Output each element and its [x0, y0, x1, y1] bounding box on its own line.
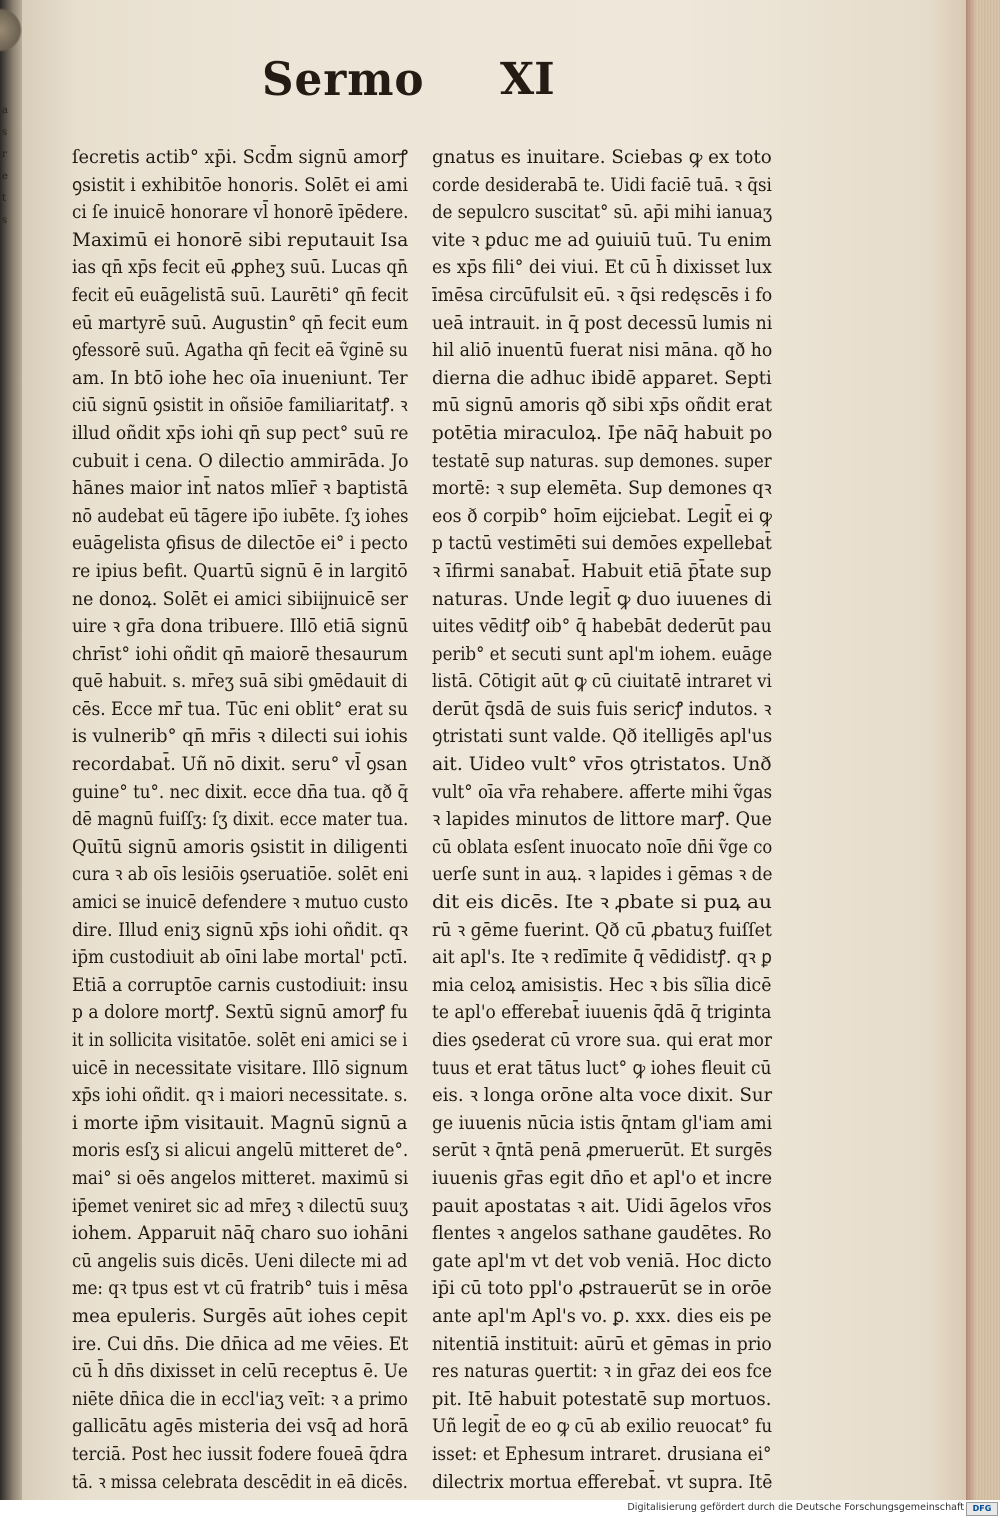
text-line: dierna die adhuc ibidē apparet. Septi	[432, 367, 772, 389]
edge-fragment: a	[2, 105, 8, 116]
text-line: pit. Itē habuit potestatē sup mortuos.	[432, 1388, 772, 1410]
text-line: vult° oīa vr̄a rehabere. afferte mihi ṽgas	[432, 781, 772, 803]
text-line: euāgelista ꝯfisus de dilectōe ei° i pecto	[72, 533, 408, 555]
text-line: ꝛ īfirmi sanabat̄. Habuit etiā p̄t̄ate sup	[432, 560, 772, 582]
text-line: i morte ip̄m visitauit. Magnū signū a	[72, 1112, 408, 1134]
text-line: ne donoꝝ. Solēt ei amici sibiĳnuicē ser	[72, 588, 408, 610]
text-line: isset: et Ephesum intraret. drusiana ei°	[432, 1443, 772, 1465]
text-line: eos ð corpib° hoīm eĳciebat. Legit̄ ei ꝙ	[432, 505, 772, 527]
text-line: p a dolore mortꝭ. Sextū signū amorꝭ fu	[72, 1002, 408, 1024]
text-line: uire ꝛ gr̄a dona tribuere. Illō etiā signū	[72, 616, 408, 638]
text-line: nō audebat eū tāgere ip̄o iubēte. ſʒ iohes	[72, 505, 409, 527]
text-line: ait. Uideo vult° vr̄os ꝯtristatos. Unð	[432, 754, 772, 776]
text-line: hānes maior int̄ natos mlīer̄ ꝛ baptistā	[72, 478, 409, 500]
text-line: niēte dn̄ica die in eccl'iaʒ veīt: ꝛ a primo	[72, 1388, 408, 1410]
text-column-left	[72, 144, 408, 1500]
text-line: ip̄i cū toto ppl'o ꝓstrauerūt se in orōe	[432, 1278, 772, 1300]
text-line: gallicātu agēs misteria dei vsq̄ ad horā	[72, 1416, 409, 1438]
text-line: es xp̄s fili° dei viui. Et cū h̄ dixisset lux	[432, 257, 772, 279]
text-line: Etiā a corruptōe carnis custodiuit: insu	[72, 974, 409, 996]
text-line: cēs. Ecce mr̄ tua. Tūc eni oblit° erat su	[72, 698, 408, 720]
edge-fragment: t	[2, 193, 7, 204]
text-line: uerſe sunt in auꝝ. ꝛ lapides i gēmas ꝛ de	[432, 864, 773, 886]
text-line: Quītū signū amoris ꝯsistit in diligenti	[72, 836, 408, 858]
text-line: perib° et secuti sunt apl'm iohem. euāge	[432, 643, 772, 665]
text-line: chrīst° iohi oñdit qn̄ maiorē thesaurum	[72, 643, 408, 665]
text-line: ueā intrauit. in q̄ post decessū lumis ni	[432, 312, 772, 334]
text-line: ꝯsistit i exhibitōe honoris. Solēt ei ami	[72, 174, 409, 196]
text-line: ciū signū ꝯsistit in oñsiōe familiaritatꝭ. ꝛ	[72, 395, 408, 417]
text-column-right	[432, 144, 772, 1500]
text-line: corde desiderabā te. Uidi faciē tuā. ꝛ q̄si	[432, 174, 772, 196]
text-line: gnatus es inuitare. Sciebas ꝙ ex toto	[432, 147, 772, 168]
running-head-title: Sermo	[262, 52, 425, 106]
text-line: ip̄m custodiuit ab oīni labe mortal' pctī.	[72, 947, 408, 969]
text-line: ſecretis actib° xp̄i. Scd̄m signū amorꝭ	[72, 147, 408, 168]
text-line: Maximū ei honorē sibi reputauit Isa	[72, 229, 409, 251]
text-line: cū h̄ dn̄s dixisset in celū receptus ē. Ue	[72, 1361, 408, 1383]
text-line: xp̄s iohi oñdit. qꝛ i maiori necessitate. s.	[72, 1085, 408, 1107]
running-head-number: XI	[500, 54, 555, 105]
edge-fragment: s	[2, 215, 8, 226]
text-line: illud oñdit xp̄s iohi qn̄ sup pect° suū re	[72, 422, 409, 444]
text-line: mai° si oēs angelos mitteret. maximū si	[72, 1167, 408, 1189]
edge-fragment: r	[2, 149, 7, 160]
running-head	[0, 52, 1000, 112]
text-line: nitentiā instituit: aūrū et gēmas in prio	[432, 1333, 772, 1355]
text-line: p tactū vestimēti sui demōes expellebat̄	[432, 533, 772, 555]
text-line: res naturas ꝯuertit: ꝛ in gr̄az dei eos fce	[432, 1361, 772, 1383]
text-line: ip̄emet veniret sic ad mr̄eʒ ꝛ dilectū suuʒ	[72, 1195, 408, 1217]
text-line: testatē sup naturas. sup demones. super	[432, 450, 772, 472]
text-line: rū ꝛ gēme fuerint. Qð cū ꝓbatuʒ fuiſſet	[432, 919, 772, 941]
text-line: it in sollicita visitatōe. solēt eni amici se i	[72, 1030, 408, 1051]
text-line: ꝯfessorē suū. Agatha qn̄ fecit eā ṽginē su	[72, 340, 408, 362]
text-line: tuus et erat tātus luct° ꝙ iohes fleuit cū	[432, 1057, 772, 1079]
text-line: am. In btō iohe hec oīa inueniunt. Ter	[72, 367, 408, 389]
text-line: guine° tu°. nec dixit. ecce dn̄a tua. qð q̄	[72, 781, 408, 803]
text-line: īmēsa circūfulsit eū. ꝛ q̄si redęscēs i fo	[432, 284, 772, 306]
text-line: terciā. Post hec iussit fodere foueā q̄dra	[72, 1443, 408, 1465]
footer-bar	[0, 1500, 1000, 1516]
text-line: te apl'o efferebat̄ iuuenis q̄dā q̄ triginta	[432, 1002, 772, 1024]
text-line: ꝯtristati sunt valde. Qð itelligēs apl'us	[432, 726, 772, 748]
text-line: iohem. Apparuit nāq̄ charo suo iohāni	[72, 1223, 408, 1245]
text-line: fecit eū euāgelistā suū. Laurēti° qn̄ fecit	[72, 284, 409, 306]
text-line: mea epuleris. Surgēs aūt iohes cepit	[72, 1305, 408, 1327]
text-line: vite ꝛ ꝑduc me ad ꝯuiuiū tuū. Tu enim	[432, 229, 772, 251]
text-line: dē magnū fuiſſʒ: ſʒ dixit. ecce mater tua.	[72, 809, 408, 831]
text-line: iuuenis gr̄as egit dn̄o et apl'o et incre	[432, 1167, 772, 1189]
text-line: amici se inuicē defendere ꝛ mutuo custo	[72, 892, 408, 914]
text-line: cubuit i cena. O dilectio ammirāda. Jo	[72, 450, 409, 472]
text-line: uites vēditꝭ oib° q̄ habebāt dederūt pau	[432, 616, 772, 638]
text-line: eis. ꝛ longa orōne alta voce dixit. Sur	[432, 1085, 773, 1107]
text-line: dilectrix mortua efferebat̄. vt supra. Itē	[432, 1471, 773, 1493]
text-line: cū angelis suis dicēs. Ueni dilecte mi ad	[72, 1250, 408, 1272]
text-line: mū signū amoris qð sibi xp̄s oñdit erat	[432, 395, 773, 417]
text-line: is vulnerib° qn̄ mr̄is ꝛ dilecti sui iohis	[72, 726, 408, 748]
text-line: mia celoꝝ amisistis. Hec ꝛ bis sĩlia dicē	[432, 974, 772, 996]
text-line: ias qn̄ xp̄s fecit eū ꝓpheʒ suū. Lucas qn̄	[72, 257, 408, 279]
text-line: dit eis dicēs. Ite ꝛ ꝓbate si puꝝ au	[432, 892, 772, 914]
text-line: hil aliō inuentū fuerat nisi māna. qð ho	[432, 340, 772, 362]
text-line: ire. Cui dn̄s. Die dn̄ica ad me vēies. Et	[72, 1333, 409, 1355]
text-line: naturas. Unde legit̄ ꝙ duo iuuenes di	[432, 588, 772, 610]
text-line: uicē in necessitate visitare. Illō signum	[72, 1057, 409, 1079]
text-line: recordabat̄. Uñ nō dixit. seru° vl̄ ꝯsan	[72, 754, 408, 776]
text-line: ait apl's. Ite ꝛ redīmite q̄ vēdidistꝭ. qꝛ ꝑ	[432, 947, 772, 969]
page-fore-edge	[966, 0, 1000, 1500]
previous-page-edge	[0, 0, 22, 1500]
text-line: ante apl'm Apl's vo. ꝑ. xxx. dies eis pe	[432, 1305, 772, 1327]
text-line: quē habuit. s. mr̄eʒ suā sibi ꝯmēdauit di	[72, 671, 408, 693]
text-line: pauit apostatas ꝛ ait. Uidi āgelos vr̄os	[432, 1195, 772, 1217]
text-line: Uñ legit̄ de eo ꝙ cū ab exilio reuocat° fu	[432, 1416, 772, 1438]
text-line: tā. ꝛ missa celebrata descēdit in eā dicēs.	[72, 1471, 408, 1493]
text-line: de sepulcro suscitat° sū. ap̄i mihi ianuaʒ	[432, 202, 772, 224]
text-line: flentes ꝛ angelos sathane gaudētes. Ro	[432, 1223, 772, 1245]
text-line: listā. Cōtigit aūt ꝙ cū ciuitatē intraret vi	[432, 671, 772, 693]
edge-fragment: s	[2, 127, 8, 138]
text-line: ꝛ lapides minutos de littore marꝭ. Que	[432, 809, 772, 831]
dfg-logo: DFG	[966, 1502, 998, 1516]
text-line: moris esſʒ si alicui angelū mitteret de°.	[72, 1140, 408, 1162]
edge-fragment: e	[2, 171, 8, 182]
text-line: serūt ꝛ q̄ntā penā ꝓmeruerūt. Et surgēs	[432, 1140, 772, 1162]
text-line: mortē: ꝛ sup elemēta. Sup demones qꝛ	[432, 478, 772, 500]
previous-page-fragments	[2, 100, 18, 232]
text-line: ge iuuenis nūcia istis q̄ntam gl'iam ami	[432, 1112, 773, 1134]
text-line: cū oblata esſent inuocato noīe dn̄i ṽge co	[432, 836, 772, 858]
text-line: potētia miraculoꝝ. Ip̄e nāq̄ habuit po	[432, 422, 772, 444]
funding-credit: Digitalisierung gefördert durch die Deutsche Forschungsgemeinschaft	[627, 1502, 964, 1513]
text-line: dies ꝯsederat cū vrore sua. qui erat mor	[432, 1030, 772, 1051]
text-line: re ipius befit. Quartū signū ē in largitō	[72, 560, 408, 582]
text-line: me: qꝛ tpus est vt cū fratrib° tuis i mēsa	[72, 1278, 408, 1300]
text-line: gate apl'm vt det vob veniā. Hoc dicto	[432, 1250, 772, 1272]
text-line: cura ꝛ ab oīs lesiōis ꝯseruatiōe. solēt eni	[72, 864, 409, 886]
text-line: eū martyrē suū. Augustin° qn̄ fecit eum	[72, 312, 409, 334]
text-line: derūt q̄sdā de suis fuis sericꝭ indutos. ꝛ	[432, 698, 772, 720]
text-line: ci ſe inuicē honorare vl̄ honorē īpēdere.	[72, 202, 409, 224]
text-line: dire. Illud eniʒ signū xp̄s iohi oñdit. qꝛ	[72, 919, 408, 941]
